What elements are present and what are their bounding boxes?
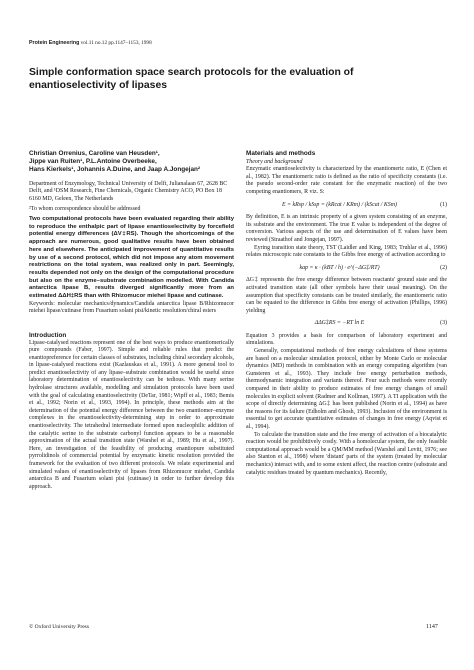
equation-3-expression: ΔΔG‡RS = −RT ln E: [314, 320, 365, 327]
journal-name: Protein Engineering: [29, 40, 80, 46]
introduction-heading: Introduction: [29, 331, 67, 339]
correspondence-note: ²To whom correspondence should be addressed: [29, 206, 141, 213]
equation-2: [246, 265, 447, 273]
equation-2-number: (2): [440, 264, 447, 271]
author-line-1: Christian Orrenius, Caroline van Heusden¹,: [29, 150, 160, 157]
methods-paragraph-3: Eyring transition state theory, TST (Laidler and King, 1983; Truhlar et al., 1996) relates microscopic rate constants to the Gibbs free energy of activation according to: [246, 244, 447, 259]
author-list: [29, 150, 234, 175]
affiliation: Department of Enzymology, Technical University of Delft, Julianalaan 67, 2628 BC Delft, and ¹DSM Research, Fine Chemicals, Organic Chemistry ACO, PO Box 18 6160 MD, Geleen, The Netherlands: [29, 180, 228, 202]
publisher-footer: © Oxford University Press: [29, 624, 90, 630]
author-line-3: Hans Kierkels¹, Johannis A.Duine, and Jaap A.Jongejan²: [29, 166, 201, 174]
methods-heading: Materials and methods: [246, 150, 316, 157]
equation-1-expression: E = kRsp / kSsp = (kRcat / KRm) / (kScat / KSm): [282, 201, 397, 208]
running-header: [29, 40, 152, 46]
equation-1: [246, 202, 447, 210]
methods-paragraph-4: ΔG‡ represents the free energy difference between reactants' ground state and the activated transition state (all other symbols have their usual meaning). On the assumption that specificity constants can be treated similarly, the enantiomeric ratio can be equated to the difference in Gibbs free energy of activation (Phillips, 1996) yielding: [246, 277, 447, 314]
methods-paragraph-6: Generally, computational methods of free energy calculations of these systems are based on a molecular simulation protocol, either by Monte Carlo or molecular dynamics (MD) methods in combination with an energy computing algorithm (van Gunsteren et al., 1993). They include free energy perturbation methods, thermodynamic integration and variants thereof. Four such methods were recently compared in their ability to produce estimates of free energy changes of small molecules in explicit solvent (Radmer and Kollman, 1997). A TI application with the scope of directly determining ΔG‡ has been published (Norin et al., 1994) as have the reasons for its failure (Edholm and Ghosh, 1993). Inclusion of the environment is essential to get accurate quantitative estimates of changes in free energy (Aqvist et al., 1994).: [246, 348, 447, 430]
article-title: Simple conformation space search protocols for the evaluation of enantioselectivity of lipases: [29, 67, 354, 91]
theory-subheading: Theory and background: [246, 158, 303, 165]
right-column: [246, 150, 447, 477]
equation-3-number: (3): [440, 320, 447, 327]
keywords: Keywords: molecular mechanics/dynamics/Candida antarctica lipase B/Rhizomucor miehei lipase/cutinase from Fusarium solani pisi/kinetic resolution/chiral esters: [29, 300, 234, 315]
equation-3: [246, 320, 447, 328]
methods-paragraph-1: Enzymatic enantioselectivity is characterized by the enantiomeric ratio, E (Chen et al., 1982). The enantiomeric ratio is defined as the ratio of specificity constants (i.e. the pseudo second-order rate constant for the enzymatic reaction) of the two competing enantiomers, R viz. S:: [246, 166, 447, 195]
equation-2-expression: kap = κ · (kBT / h) · e^(−ΔG‡/RT): [299, 264, 380, 271]
methods-paragraph-5: Equation 3 provides a basis for comparison of laboratory experiment and simulations.: [246, 332, 447, 347]
introduction-text: Lipase-catalysed reactions represent one of the best ways to produce enantiomerically pure compounds (Faber, 1997). Simple and reliable rules that predict the enantiopreference for certain classes of substrates, including chiral secondary alcohols, in lipase-catalysed reactions exist (Kazlauskas et al., 1991). A more general tool to predict enantioselectivity of any lipase–substrate combination would be useful since laboratory determination of enantioselectivity can be tedious. With many serine hydrolase structures available, modelling and simulation protocols have been used with the goal of calculating enantioselectivity (DeTar, 1981; Wipff et al., 1983; Bemis et al., 1992; Norin et al., 1993, 1994). In principle, these methods aim at the determination of the potential energy difference between the two enantiomer–enzyme complexes in the enantioselectivity-determining step in order to approximate enantioselectivity. The tetrahedral intermediate formed upon nucleophilic addition of the catalytic serine to the substrate carbonyl function appears to be a reasonable approximation of the actual transition state (Warshel et al., 1989; Hu et al., 1997). Here, an investigation of the feasibility of producing enantiopure substituted pyrrolidinols of commercial potential by enzymatic kinetic resolution provided the framework for the evaluation of two different protocols. We relate experimental and simulated values of enantioselectivity of lipases from Rhizomucor miehei, Candida antarctica B and Fusarium solani pisi (cutinase) in order to further develop this approach.: [29, 339, 234, 490]
abstract: Two computational protocols have been evaluated regarding their ability to reproduce the enthalpic part of lipase enantioselectivity by forcefield potential energy differences (ΔV‡RS). Though the shortcomings of the approach are numerous, good qualitative results have been obtained here and elsewhere. The anticipated improvement of quantitative results by use of a second protocol, which did not impose any atom movement restrictions on the total system, was realized only in part. Seemingly, results depended not only on the design of the computational procedure but also on the enzyme–substrate combination modelled. With Candida antarctica lipase B, results diverged significantly more from an estimated ΔΔH‡RS than with Rhizomucor miehei lipase and cutinase.: [29, 215, 234, 300]
journal-citation: vol.11 no.12 pp.1147–1153, 1998: [80, 40, 152, 46]
methods-paragraph-2: By definition, E is an intrinsic property of a given system consisting of an enzyme, its substrate and the environment. The true E value is independent of the degree of conversion. Various aspects of the use and determination of E values have been reviewed (Straathof and Jongejan, 1997).: [246, 214, 447, 243]
equation-1-number: (1): [440, 201, 447, 208]
left-column: [29, 150, 234, 491]
methods-paragraph-7: To calculate the transition state and the free energy of activation of a biocatalytic reaction would be prohibitively costly. With a homolecular system, the only feasible computational approach would be a QM/MM method (Warshel and Levitt, 1976; see also Stanton et al., 1998) where 'distant' parts of the system (treated by molecular mechanics) interact with, and to some extent affect, the reaction centre (substrate and catalytic residues treated by quantum mechanics). Recently,: [246, 431, 447, 476]
page-number: 1147: [426, 624, 438, 630]
author-line-2: Jippe van Ruiten¹, P.L.Antoine Overbeeke,: [29, 158, 157, 166]
